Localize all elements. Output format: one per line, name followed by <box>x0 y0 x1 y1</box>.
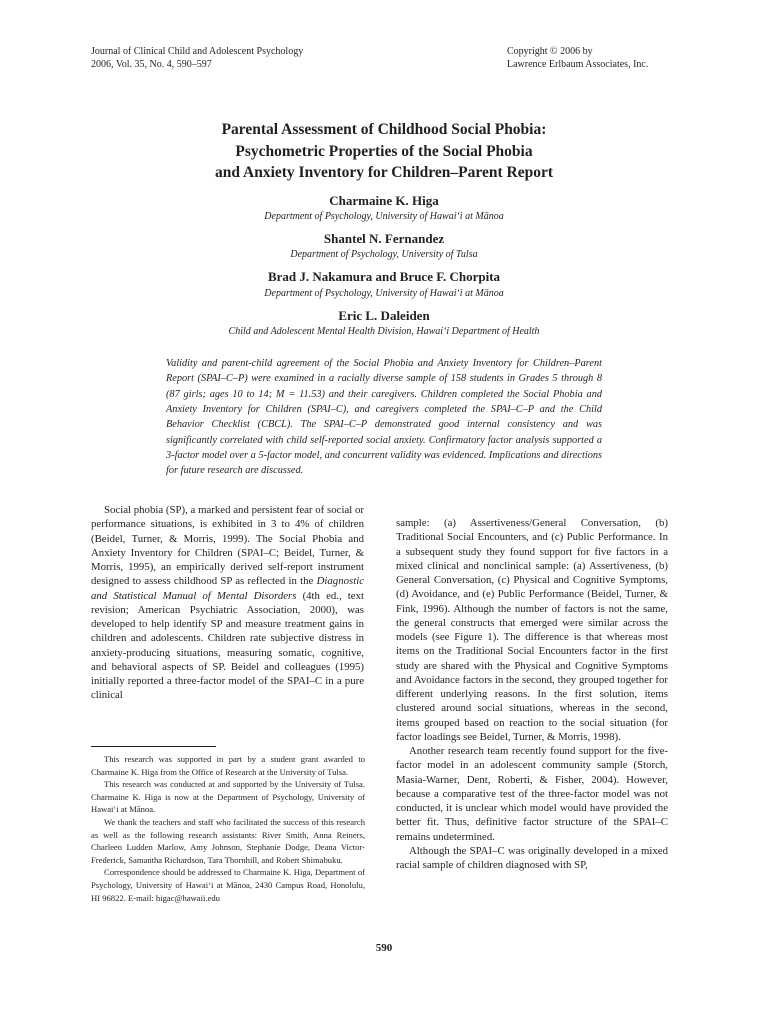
title-line: Psychometric Properties of the Social Phobia <box>235 142 533 160</box>
dsm-title: Diagnostic and Statistical Manual of Mental Disorders <box>91 575 364 602</box>
footnote: We thank the teachers and staff who facilitated the success of this research as well as the following research assistants: River Smith, Anna Reiners, Charleen Ludden Marlow, Amy Johnson, Stephanie Dodge, Deana Victor-Frederick, Samantha Richardson, Tara Thornhill, and Robert Shimabuku. <box>91 816 365 865</box>
abstract: Validity and parent-child agreement of the Social Phobia and Anxiety Inventory for Children–Parent Report (SPAI–C–P) were examined in a racially diverse sample of 158 students in Grades 5 through 8 (87 girls; ages 10 to 14; M = 11.53) and their caregivers. Children completed the Social Phobia and Anxiety Inventory for Children (SPAI–C), and caregivers completed the SPAI–C–P and the Child Behavior Checklist (CBCL). The SPAI–C–P demonstrated good internal consistency and was significantly correlated with child self-reported social anxiety. Confirmatory factor analysis supported a 3-factor model over a 5-factor model, and concurrent validity was evidenced. Implications and directions for future research are discussed. <box>166 358 602 477</box>
author-name: Charmaine K. Higa <box>329 193 439 208</box>
author-name: Shantel N. Fernandez <box>323 231 445 246</box>
body-paragraph: sample: (a) Assertiveness/General Conversation, (b) Traditional Social Encounters, and (c) Public Performance. In a subsequent study they found support for five factors in a mixed clinical and nonclinical sample: (a) Assertiveness, (b) General Conversation, (c) Physical and Cognitive Symptoms, (d) Avoidance, and (e) Public Performance (Beidel, Turner, & Fink, 1996). Although the number of factors is not the same, the general constructs that emerged were similar across the models (see Figure 1). The difference is that whereas most items on the Traditional Social Encounters factor in the first study are shared with the Physical and Cognitive Symptoms and Avoidance factors in the second, they grouped together for different underlying reasons. In the first solution, items clustered around social situations, whereas in the second, items grouped based on reaction to the social situation (for factor loadings see Beidel, Turner, & Morris, 1998). <box>396 517 668 743</box>
body-column-left <box>91 503 364 703</box>
footnote: This research was supported in part by a student grant awarded to Charmaine K. Higa from the Office of Research at the University of Tulsa. <box>91 754 365 777</box>
title-line: Parental Assessment of Childhood Social Phobia: <box>221 121 547 138</box>
author-affiliation: Child and Adolescent Mental Health Division, Hawai‘i Department of Health <box>228 326 540 337</box>
footnote: Correspondence should be addressed to Charmaine K. Higa, Department of Psychology, University of Hawai‘i at Mānoa, 2430 Campus Road, Honolulu, HI 96822. E-mail: higac@hawaii.edu <box>91 867 365 903</box>
journal-volume: 2006, Vol. 35, No. 4, 590–597 <box>91 59 212 70</box>
author-name: Brad J. Nakamura and Bruce F. Chorpita <box>267 269 501 284</box>
body-paragraph: Another research team recently found support for the five-factor model in an adolescent community sample (Storch, Masia-Warner, Dent, Roberti, & Fisher, 2004). However, because a comparative test of the three-factor model was not conducted, it is unclear which model would have provided the better fit. Thus, definitive factor structure of the SPAI–C remains undetermined. <box>396 745 668 843</box>
author-affiliation: Department of Psychology, University of Hawai‘i at Mānoa <box>264 211 504 222</box>
page-number: 590 <box>375 942 393 954</box>
author-affiliation: Department of Psychology, University of Tulsa <box>290 249 478 260</box>
footnotes <box>91 753 365 904</box>
journal-name: Journal of Clinical Child and Adolescent Psychology <box>91 46 304 57</box>
body-column-right <box>396 516 668 872</box>
body-text: (4th ed., text revision; American Psychiatric Association, 2000), was developed to help identify SP and measure treatment gains in children and adolescents. Children rate subjective distress in anxiety-producing situations, measuring somatic, cognitive, and behavioral aspects of SP. Beidel and colleagues (1995) initially reported a three-factor model of the SPAI–C in a pure clinical <box>91 589 364 702</box>
author-name: Eric L. Daleiden <box>338 308 430 323</box>
body-text: Social phobia (SP), a marked and persistent fear of social or performance situations, is exhibited in 3 to 4% of children (Beidel, Turner, & Morris, 1999). The Social Phobia and Anxiety Inventory for Children (SPAI–C; Beidel, Turner, & Morris, 1995), an empirically derived self-report instrument designed to assess childhood SP as reflected in the <box>91 504 364 588</box>
author-affiliation: Department of Psychology, University of Hawai‘i at Mānoa <box>264 288 504 299</box>
footnote-divider <box>91 746 216 747</box>
body-paragraph <box>91 503 364 703</box>
copyright-year: Copyright © 2006 by <box>507 46 593 57</box>
title-line: and Anxiety Inventory for Children–Parent Report <box>215 164 553 181</box>
article-title <box>0 119 768 184</box>
journal-info <box>91 45 303 71</box>
copyright-info <box>507 45 648 71</box>
publisher: Lawrence Erlbaum Associates, Inc. <box>507 59 649 70</box>
footnote: This research was conducted at and supported by the University of Tulsa. Charmaine K. Higa is now at the Department of Psychology, University of Hawai‘i at Mānoa. <box>91 779 365 815</box>
body-paragraph: Although the SPAI–C was originally developed in a mixed racial sample of children diagnosed with SP, <box>396 844 668 871</box>
